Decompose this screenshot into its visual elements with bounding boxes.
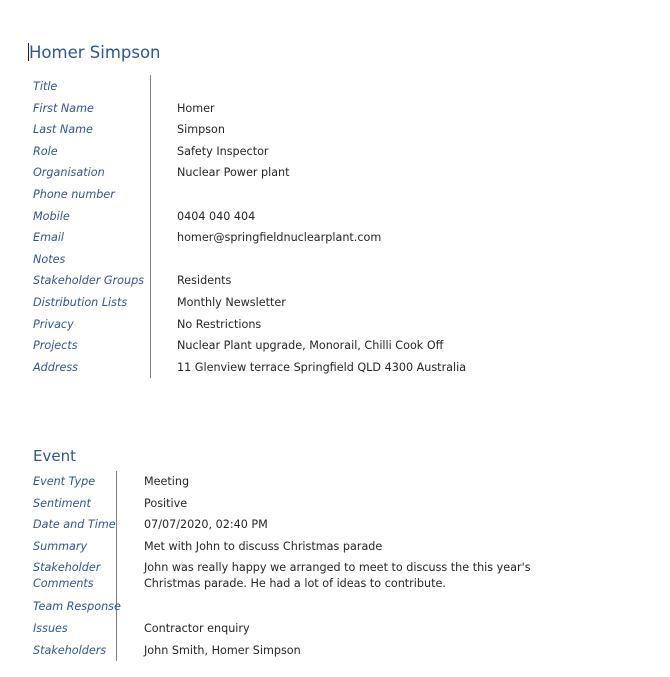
- field-label: Mobile: [33, 209, 70, 223]
- field-value: Monthly Newsletter: [177, 295, 286, 309]
- field-label: Stakeholders: [33, 643, 107, 657]
- field-label: Issues: [33, 621, 68, 635]
- field-value: Homer: [177, 101, 215, 115]
- field-label: Stakeholder Comments: [33, 561, 101, 591]
- field-label: Email: [33, 231, 65, 245]
- field-label: Sentiment: [33, 496, 91, 510]
- field-label: Notes: [33, 252, 66, 266]
- field-value: John was really happy we arranged to meet to discuss the this year's Christmas parade. He had a lot of ideas to contribute.: [144, 561, 531, 591]
- field-label: Distribution Lists: [33, 295, 128, 309]
- field-label: Date and Time: [33, 518, 116, 532]
- field-value: 11 Glenview terrace Springfield QLD 4300 Australia: [177, 360, 467, 374]
- field-value: Residents: [177, 274, 232, 288]
- contact-table-divider: [150, 75, 151, 378]
- field-value: homer@springfieldnuclearplant.com: [177, 231, 382, 245]
- field-value: John Smith, Homer Simpson: [144, 643, 301, 657]
- contact-name-text: Homer Simpson: [29, 43, 161, 62]
- field-label: Team Response: [33, 600, 121, 614]
- field-label: Projects: [33, 339, 78, 353]
- field-label: Summary: [33, 539, 88, 553]
- contact-name-heading[interactable]: [28, 43, 161, 63]
- field-label: Phone number: [33, 187, 115, 201]
- field-value: Nuclear Plant upgrade, Monorail, Chilli Cook Off: [177, 339, 444, 353]
- field-value: No Restrictions: [177, 317, 262, 331]
- field-label: First Name: [33, 101, 94, 115]
- event-heading: Event: [33, 447, 76, 465]
- field-value: Simpson: [177, 123, 225, 137]
- field-label: Last Name: [33, 123, 93, 137]
- field-label: Stakeholder Groups: [33, 274, 145, 288]
- field-value: Safety Inspector: [177, 144, 269, 158]
- field-value: Contractor enquiry: [144, 621, 250, 635]
- field-value: Met with John to discuss Christmas parade: [144, 539, 383, 553]
- field-label: Privacy: [33, 317, 74, 331]
- field-label: Organisation: [33, 166, 105, 180]
- field-value: Nuclear Power plant: [177, 166, 290, 180]
- field-label: Address: [33, 360, 78, 374]
- field-label: Role: [33, 144, 58, 158]
- field-value: 07/07/2020, 02:40 PM: [144, 518, 268, 532]
- event-table-divider: [116, 471, 117, 661]
- field-value: Positive: [144, 496, 188, 510]
- field-value: 0404 040 404: [177, 209, 256, 223]
- field-value: Meeting: [144, 475, 190, 488]
- field-label: Event Type: [33, 475, 96, 488]
- field-label: Title: [33, 80, 58, 93]
